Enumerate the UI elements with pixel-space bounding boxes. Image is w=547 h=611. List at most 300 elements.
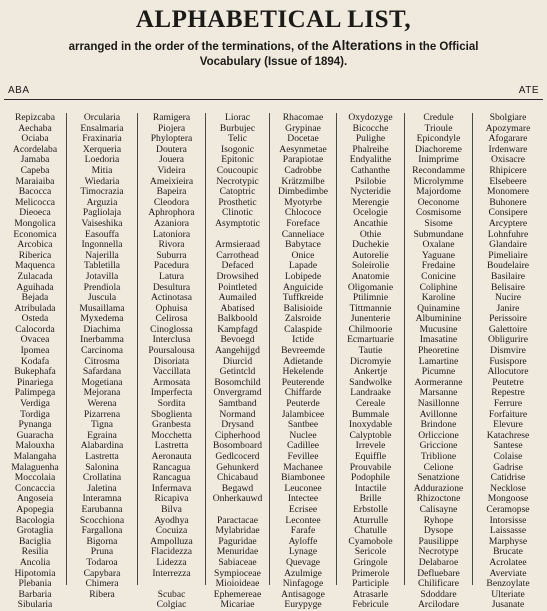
word-column-8 (472, 112, 543, 611)
word-entry: Ulteriate (491, 588, 525, 600)
word-entry: Baciglia (19, 535, 51, 547)
word-entry: Lobipede (284, 270, 322, 282)
word-entry: Menuridae (216, 546, 259, 558)
word-entry: Calaspide (284, 323, 322, 335)
word-entry: Carrothead (216, 249, 259, 261)
word-entry: Submundane (413, 228, 464, 240)
word-entry: Jotavilla (85, 270, 119, 282)
word-entry: Sboglienta (150, 408, 193, 420)
word-entry: Rancagua (152, 461, 191, 473)
word-entry: Dicromyie (349, 355, 392, 367)
word-entry: Jouera (158, 154, 185, 166)
word-entry: Begawd (221, 482, 254, 494)
word-entry: Jusanate (491, 599, 525, 611)
word-entry: Salonina (85, 461, 119, 473)
word-entry: Acrolatee (489, 556, 527, 568)
word-entry: Ramigera (152, 112, 191, 123)
word-entry: Mucusine (419, 323, 458, 335)
word-entry: Ferrure (493, 398, 523, 410)
word-column-1 (4, 112, 66, 611)
word-entry: Intorsisse (489, 514, 527, 526)
word-entry: Machanee (283, 461, 323, 473)
word-entry: Drowsihed (216, 270, 259, 282)
word-entry: Aormeranne (414, 376, 463, 388)
word-entry: Economica (13, 228, 57, 240)
word-entry: Irrevele (355, 440, 386, 452)
word-entry: Fevillee (287, 451, 319, 462)
word-entry: Mioioideae (215, 578, 260, 590)
word-entry: Podophile (351, 472, 390, 484)
word-entry: Prosthetic (218, 196, 257, 208)
word-entry: Equiffle (354, 451, 387, 462)
word-entry: Lastretta (85, 451, 119, 462)
word-entry: Sibularia (17, 599, 53, 611)
word-entry: Eurypyge (284, 599, 322, 611)
word-entry: Pruna (90, 546, 114, 558)
word-entry: Laissasse (489, 525, 527, 537)
word-entry: Kodafa (20, 355, 50, 367)
word-entry: Azulmige (284, 567, 322, 579)
word-entry: Myxedema (80, 313, 124, 325)
word-entry: Bicocche (352, 122, 389, 134)
word-entry: Phyloptera (150, 133, 193, 145)
word-entry: Mongolica (14, 217, 56, 229)
word-entry: Duchekie (352, 239, 389, 251)
word-entry: Sdoddare (420, 588, 457, 600)
word-entry: Zalsroide (284, 313, 322, 325)
word-entry: Lohnfuhre (487, 228, 529, 240)
word-entry: Coucoupic (216, 164, 259, 176)
word-entry: Ophuisa (155, 302, 188, 314)
word-entry: Apopegia (16, 503, 54, 515)
word-entry: Dieoeca (19, 207, 51, 219)
word-entry: Onherkauwd (212, 493, 263, 505)
word-entry: Tittmannie (349, 302, 392, 314)
word-entry: Chiffarde (284, 387, 322, 399)
word-entry: Alabardina (80, 440, 124, 452)
word-entry: Videira (157, 164, 186, 176)
word-entry: Sericole (354, 546, 387, 558)
word-entry: Peuterende (281, 376, 325, 388)
word-entry: Doutera (156, 143, 187, 155)
word-entry: Werena (87, 398, 117, 410)
word-entry: Quinamine (417, 302, 460, 314)
word-entry: Ampolluza (150, 535, 193, 547)
word-entry: Avillonne (419, 408, 458, 420)
word-entry: Crollatina (82, 472, 122, 484)
word-entry: Fargallona (81, 525, 123, 537)
word-entry: Chilificare (417, 578, 460, 590)
word-entry: Cinoglossa (150, 323, 193, 335)
word-entry: Hekelende (282, 366, 324, 378)
word-entry: Xerqueria (82, 143, 122, 155)
word-entry: Juscula (87, 292, 117, 304)
word-entry: Normand (219, 408, 256, 420)
word-entry: Catidrise (490, 472, 526, 484)
word-entry: Peuterde (286, 398, 320, 410)
word-entry: Ictide (292, 334, 314, 346)
word-entry: Acordelaba (12, 143, 58, 155)
word-entry: Allocutore (487, 366, 529, 378)
word-entry: Karoline (421, 292, 456, 304)
word-entry: Benzoylate (486, 578, 530, 590)
word-entry: Boudelaire (486, 260, 530, 272)
word-entry: Fredaine (421, 260, 456, 272)
word-entry: Pointleted (218, 281, 257, 293)
word-entry: Cadrobbe (284, 164, 322, 176)
word-entry: Rhacomae (282, 112, 324, 123)
word-entry: Necrotypic (216, 175, 259, 187)
word-entry: Leuconee (284, 482, 322, 494)
word-entry: Ingonnella (81, 239, 123, 251)
word-entry (206, 505, 269, 516)
word-entry: Lynage (288, 546, 318, 558)
word-entry: Perissoire (489, 313, 527, 325)
word-entry: Delabaroe (418, 556, 459, 568)
header-rule (4, 99, 543, 100)
word-entry: Mylabridae (215, 525, 260, 537)
word-entry: Lidezza (156, 556, 187, 568)
word-entry: Moccolaia (14, 472, 56, 484)
word-entry: Piojera (157, 122, 186, 134)
word-entry: Aangehijgd (215, 345, 260, 357)
word-entry: Scubac (157, 588, 186, 600)
word-entry: Abatised (220, 302, 255, 314)
word-entry: Dismvire (490, 345, 526, 357)
word-entry: Egraina (87, 429, 117, 441)
word-entry: Apozymare (485, 122, 531, 134)
word-entry: Tigna (90, 419, 114, 431)
word-entry: Mogetiana (81, 376, 123, 388)
word-entry: Epicondyle (416, 133, 461, 145)
word-entry: Necklose (490, 482, 526, 494)
word-entry: Paguridae (218, 535, 257, 547)
word-entry: Pizarrena (83, 408, 121, 420)
word-entry: Infermava (151, 482, 192, 494)
word-entry: Ayloffe (288, 535, 318, 547)
word-entry: Calyptoble (349, 429, 392, 441)
word-entry: Oxisacre (490, 154, 526, 166)
word-entry: Landraake (350, 387, 391, 399)
word-entry: Atrasarle (352, 588, 389, 600)
word-entry: Onice (291, 249, 315, 261)
word-entry: Calisayne (419, 503, 458, 515)
word-entry: Armosata (152, 376, 191, 388)
word-entry: Colgiac (156, 599, 187, 611)
word-entry: Desultura (152, 281, 191, 293)
word-entry: Oligomanie (347, 281, 394, 293)
word-entry: Jalambicee (281, 408, 325, 420)
word-entry: Fraxinaria (82, 133, 122, 145)
word-entry: Capybara (83, 567, 121, 579)
word-entry: Mocchetta (151, 429, 192, 441)
word-entry: Pinariega (16, 376, 54, 388)
word-entry: Ayodhya (154, 514, 189, 526)
subtitle-part-1: arranged in the order of the terminations, of the (68, 41, 329, 53)
word-entry: Prendiola (83, 281, 121, 293)
word-entry: Janire (496, 302, 520, 314)
word-entry: Diachoreme (415, 143, 462, 155)
word-entry: Ecrisee (288, 503, 318, 515)
word-entry: Foreface (286, 217, 320, 229)
word-column-3 (137, 112, 205, 611)
word-entry: Azaniora (153, 217, 190, 229)
word-entry: Ocelogie (353, 207, 388, 219)
word-columns (4, 112, 543, 611)
word-entry: Orcularia (83, 112, 121, 123)
word-entry: Burbujec (219, 122, 256, 134)
word-entry: Todaroa (86, 556, 118, 568)
word-entry: Sbolgiare (489, 112, 527, 123)
word-entry: Onvergramd (213, 387, 262, 399)
word-entry: Celione (423, 461, 454, 473)
word-entry: Coliphine (419, 281, 458, 293)
word-entry: Gehunkerd (216, 461, 259, 473)
word-entry: Santbee (287, 419, 319, 431)
word-entry: Ankertje (353, 366, 388, 378)
word-entry: Aumailed (218, 292, 257, 304)
word-entry: Bosomboard (212, 440, 263, 452)
word-entry: Santese (493, 440, 523, 452)
word-entry: Brindone (420, 419, 457, 431)
word-entry: Mongoose (487, 493, 529, 505)
word-entry: Gadrise (493, 461, 523, 473)
word-entry: Ephemereae (213, 588, 262, 600)
word-entry: Cleodora (153, 196, 190, 208)
word-entry: Mejorana (83, 387, 121, 399)
word-entry: Atribulada (14, 302, 56, 314)
word-entry: Endyalithe (349, 154, 392, 166)
word-entry: Osteda (21, 313, 49, 325)
range-start-label: ABA (8, 85, 30, 96)
word-entry: Micariae (220, 599, 255, 611)
word-entry: Parapiotae (282, 154, 324, 166)
word-entry: Necrotype (418, 546, 459, 558)
word-entry: Inerbamma (80, 334, 124, 346)
word-entry: Rivora (158, 239, 185, 251)
word-entry: Pynanga (18, 419, 52, 431)
word-entry: Ribera (89, 588, 115, 600)
word-entry: Repizcaba (15, 112, 55, 123)
word-entry: Ancathie (353, 217, 388, 229)
word-entry: Pulighe (355, 133, 386, 145)
word-entry: Nuclee (289, 429, 317, 441)
word-entry: Prouvabile (349, 461, 392, 473)
word-entry: Triblione (420, 451, 457, 462)
word-entry: Senatzione (417, 472, 460, 484)
word-entry: Repestre (491, 387, 525, 399)
word-entry: Disoriata (153, 355, 190, 367)
word-column-7 (404, 112, 472, 611)
word-entry: Malaguenha (11, 461, 59, 473)
word-entry: Ecmartuarie (347, 334, 394, 346)
word-entry: Grotaglia (16, 525, 54, 537)
word-entry: Bosomchild (214, 376, 261, 388)
word-entry: Bevreemde (281, 345, 325, 357)
word-entry: Arguzia (86, 196, 118, 208)
word-entry: Carcinoma (80, 345, 124, 357)
word-entry: Elsebeere (489, 175, 527, 187)
word-entry: Chimera (85, 578, 119, 590)
word-entry: Latoniora (152, 228, 191, 240)
word-entry: Rancagua (152, 472, 191, 484)
word-entry: Granbesta (152, 419, 191, 431)
word-entry: Drysand (221, 419, 254, 431)
word-entry: Latura (158, 270, 185, 282)
word-entry: Asymptotic (215, 217, 260, 229)
word-entry: Griccione (419, 440, 458, 452)
word-entry: Wiedaria (84, 175, 120, 187)
word-entry: Merengie (352, 196, 389, 208)
word-entry: Aechaba (18, 122, 52, 134)
word-entry: Getintcld (219, 366, 256, 378)
word-entry: Chicabaud (216, 472, 259, 484)
word-entry: Marsanne (419, 387, 458, 399)
word-entry: Angoseia (16, 493, 54, 505)
word-entry: Diurcid (222, 355, 253, 367)
word-entry: Aesynmetae (279, 143, 327, 155)
word-entry: Chilmoorie (348, 323, 393, 335)
word-entry: Capeba (20, 164, 50, 176)
word-entry: Intectee (287, 493, 319, 505)
word-entry: Sabiaceae (218, 556, 257, 568)
word-entry: Chlococe (284, 207, 322, 219)
word-entry: Forfaiture (488, 408, 528, 420)
word-entry: Elevure (493, 419, 523, 431)
word-entry: Chatulle (354, 525, 387, 537)
word-entry: Celirosa (155, 313, 188, 325)
word-entry: Balisioide (283, 302, 323, 314)
word-entry: Ceramopse (486, 503, 530, 515)
word-entry: Cyamobole (348, 535, 393, 547)
word-entry: Katachrese (486, 429, 530, 441)
word-entry: Jaletina (87, 482, 117, 494)
word-entry: Ensalmaria (80, 122, 124, 134)
word-entry: Primerole (351, 567, 390, 579)
word-entry: Pagliolaja (82, 207, 122, 219)
word-entry: Galettoire (488, 323, 528, 335)
word-entry: Recondamme (412, 164, 465, 176)
word-entry: Zulacada (17, 270, 53, 282)
word-entry: Sandwolke (349, 376, 392, 388)
word-entry: Epitonic (221, 154, 254, 166)
word-entry: Sisome (424, 217, 453, 229)
word-entry: Trioule (424, 122, 453, 134)
subtitle-line-1 (0, 38, 547, 55)
word-entry: Obligurire (488, 334, 528, 346)
word-entry: Loedoria (84, 154, 120, 166)
word-entry: Ipomea (20, 345, 50, 357)
word-entry: Maquenca (15, 260, 55, 272)
subtitle-line-2: Vocabulary (Issue of 1894). (199, 56, 348, 68)
word-entry: Antisagoge (281, 588, 325, 600)
word-entry: Telic (227, 133, 248, 145)
word-entry: Othie (359, 228, 382, 240)
word-entry: Imperfecta (150, 387, 193, 399)
word-entry: Brucate (493, 546, 523, 558)
page-title: ALPHABETICAL LIST, (135, 6, 412, 33)
word-entry: Timocrazia (80, 186, 124, 198)
word-entry: Pheoretine (417, 345, 460, 357)
word-entry: Brille (359, 493, 382, 505)
word-column-6 (336, 112, 404, 611)
word-entry: Lastretta (154, 440, 189, 452)
word-entry: Babytace (285, 239, 321, 251)
word-entry: Consipere (488, 207, 528, 219)
word-entry: Tautie (358, 345, 383, 357)
word-entry: Credule (423, 112, 454, 123)
word-entry: Bacologia (15, 514, 55, 526)
word-entry: Arcyptere (488, 217, 528, 229)
word-entry: Autorelie (352, 249, 389, 261)
word-entry: Nasillonne (417, 398, 460, 410)
word-entry: Resilia (21, 546, 49, 558)
word-entry: Cosmisome (415, 207, 462, 219)
word-entry: Marphyse (488, 535, 528, 547)
word-entry: Actinotasa (150, 292, 193, 304)
word-entry: Inimprime (418, 154, 459, 166)
word-entry: Pausilippe (418, 535, 459, 547)
word-entry: Ninfagoge (282, 578, 324, 590)
word-entry: Dimbedimbe (277, 186, 329, 198)
word-entry: Calocorda (15, 323, 55, 335)
word-entry: Cereale (355, 398, 386, 410)
word-entry: Yaguane (421, 249, 456, 261)
word-entry: Armsieraad (215, 239, 260, 251)
word-entry: Samtband (218, 398, 257, 410)
word-entry: Basilaire (490, 270, 526, 282)
word-entry: Krätzmilbe (281, 175, 325, 187)
word-entry: Rhizoctone (416, 493, 461, 505)
word-entry: Myotyrbe (284, 196, 322, 208)
word-entry: Clinotic (222, 207, 253, 219)
word-entry: Aeronauta (151, 451, 192, 462)
word-column-4 (205, 112, 269, 611)
word-entry: Buhonere (489, 196, 527, 208)
word-entry: Maraiaiba (15, 175, 55, 187)
word-entry: Cocuiza (155, 525, 188, 537)
word-entry: Fusispore (489, 355, 527, 367)
word-entry: Adietande (283, 355, 323, 367)
word-entry: Palimpega (14, 387, 56, 399)
word-entry: Interrezza (152, 567, 191, 579)
word-entry: Microlymme (413, 175, 464, 187)
word-entry: Hipotomia (14, 567, 56, 579)
word-entry: Bukephafa (14, 366, 56, 378)
word-entry: Farafe (290, 525, 316, 537)
word-entry: Albuminine (415, 313, 462, 325)
word-entry: Interamna (82, 493, 122, 505)
subtitle-emphasis: Alterations (331, 38, 403, 53)
word-entry: Aguihada (16, 281, 54, 293)
word-entry: Irdenware (488, 143, 528, 155)
word-entry: Picumne (421, 366, 456, 378)
word-entry: Barbaria (18, 588, 52, 600)
word-entry: Participle (352, 578, 389, 590)
word-entry: Afogarare (488, 133, 528, 145)
word-entry: Safardana (82, 366, 122, 378)
word-entry: Aphrophora (148, 207, 195, 219)
word-entry: Interclusa (152, 334, 191, 346)
word-entry: Pimeliaire (488, 249, 528, 261)
word-entry: Defaced (221, 260, 254, 272)
word-entry: Quevage (285, 556, 321, 568)
word-entry: Musaillama (79, 302, 125, 314)
word-entry: Earubanna (81, 503, 123, 515)
word-entry: Lamartine (418, 355, 459, 367)
word-entry: Defluebare (417, 567, 460, 579)
word-entry: Aturrulle (352, 514, 389, 526)
